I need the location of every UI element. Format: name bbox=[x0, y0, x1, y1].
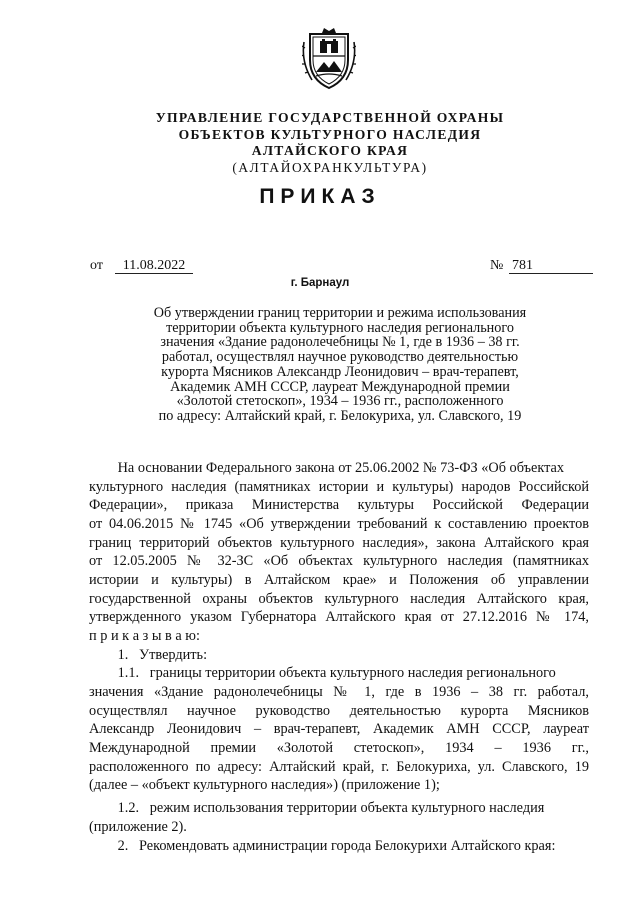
body-line: от 12.05.2005 № 32-ЗС «Об объектах культурного наследия (памятниках bbox=[89, 553, 589, 569]
body-line: осуществлял научное руководство деятельностью курорта Мясников bbox=[89, 703, 589, 719]
order-number: 781 bbox=[509, 258, 593, 274]
org-short-name: (АЛТАЙОХРАНКУЛЬТУРА) bbox=[232, 159, 428, 175]
order-subject bbox=[140, 306, 540, 424]
city-label: г. Барнаул bbox=[290, 277, 350, 289]
org-name-line: АЛТАЙСКОГО КРАЯ bbox=[251, 143, 409, 158]
date-label: от bbox=[90, 258, 103, 273]
subject-line: курорта Мясников Александр Леонидович – врач-терапевт, bbox=[161, 363, 519, 380]
subject-line: по адресу: Алтайский край, г. Белокуриха, ул. Славского, 19 bbox=[158, 407, 522, 424]
org-name-line: ОБЪЕКТОВ КУЛЬТУРНОГО НАСЛЕДИЯ bbox=[178, 126, 482, 142]
number-label: № bbox=[490, 258, 504, 273]
body-line: культурного наследия (памятниках истории и культуры) народов Российской bbox=[89, 479, 589, 495]
body-line: расположенного по адресу: Алтайский край, г. Белокуриха, ул. Славского, 19 bbox=[89, 759, 589, 775]
body-line: 1.2. режим использования территории объекта культурного наследия bbox=[89, 800, 545, 816]
subject-line: территории объекта культурного наследия регионального bbox=[166, 319, 514, 336]
body-line: 2. Рекомендовать администрации города Белокурихи Алтайского края: bbox=[89, 838, 556, 854]
subject-line: Академик АМН СССР, лауреат Международной премии bbox=[170, 378, 510, 395]
body-line: Александр Леонидович – врач-терапевт, Академик АМН СССР, лауреат bbox=[89, 721, 589, 737]
body-line: Федерации», приказа Министерства культуры Российской Федерации bbox=[89, 497, 589, 513]
body-line: границ территорий объектов культурного наследия», закона Алтайского края bbox=[89, 535, 589, 551]
body-line: истории и культуры) в Алтайском крае» и Положения об управлении bbox=[89, 572, 589, 588]
body-line: значения «Здание радонолечебницы № 1, где в 1936 – 38 гг. работал, bbox=[89, 684, 589, 700]
org-name-line: УПРАВЛЕНИЕ ГОСУДАРСТВЕННОЙ ОХРАНЫ bbox=[155, 110, 505, 125]
body-line: государственной охраны объектов культурного наследия Алтайского края, bbox=[89, 591, 589, 607]
body-line: от 04.06.2015 № 1745 «Об утверждении требований к составлению проектов bbox=[89, 516, 589, 532]
body-line: Международной премии «Золотой стетоскоп», 1934 – 1936 гг., bbox=[89, 740, 589, 756]
body-line: (приложение 2). bbox=[89, 819, 187, 835]
body-line: п р и к а з ы в а ю: bbox=[89, 628, 200, 644]
subject-line: значения «Здание радонолечебницы № 1, где в 1936 – 38 гг. bbox=[160, 334, 520, 351]
subject-line: работал, осуществлял научное руководство деятельностью bbox=[161, 349, 519, 366]
body-line: 1.1. границы территории объекта культурного наследия регионального bbox=[89, 665, 556, 681]
document-title: ПРИКАЗ bbox=[259, 185, 381, 208]
body-line: (далее – «объект культурного наследия») (приложение 1); bbox=[89, 777, 440, 793]
body-line: 1. Утвердить: bbox=[89, 647, 208, 663]
coat-of-arms-icon bbox=[302, 26, 356, 90]
subject-line: «Золотой стетоскоп», 1934 – 1936 гг., расположенного bbox=[176, 393, 504, 410]
body-line: На основании Федерального закона от 25.06.2002 № 73-ФЗ «Об объектах bbox=[89, 460, 565, 476]
subject-line: Об утверждении границ территории и режима использования bbox=[153, 305, 527, 321]
body-line: утвержденного указом Губернатора Алтайского края от 27.12.2016 № 174, bbox=[89, 609, 589, 625]
order-date: 11.08.2022 bbox=[115, 258, 193, 274]
